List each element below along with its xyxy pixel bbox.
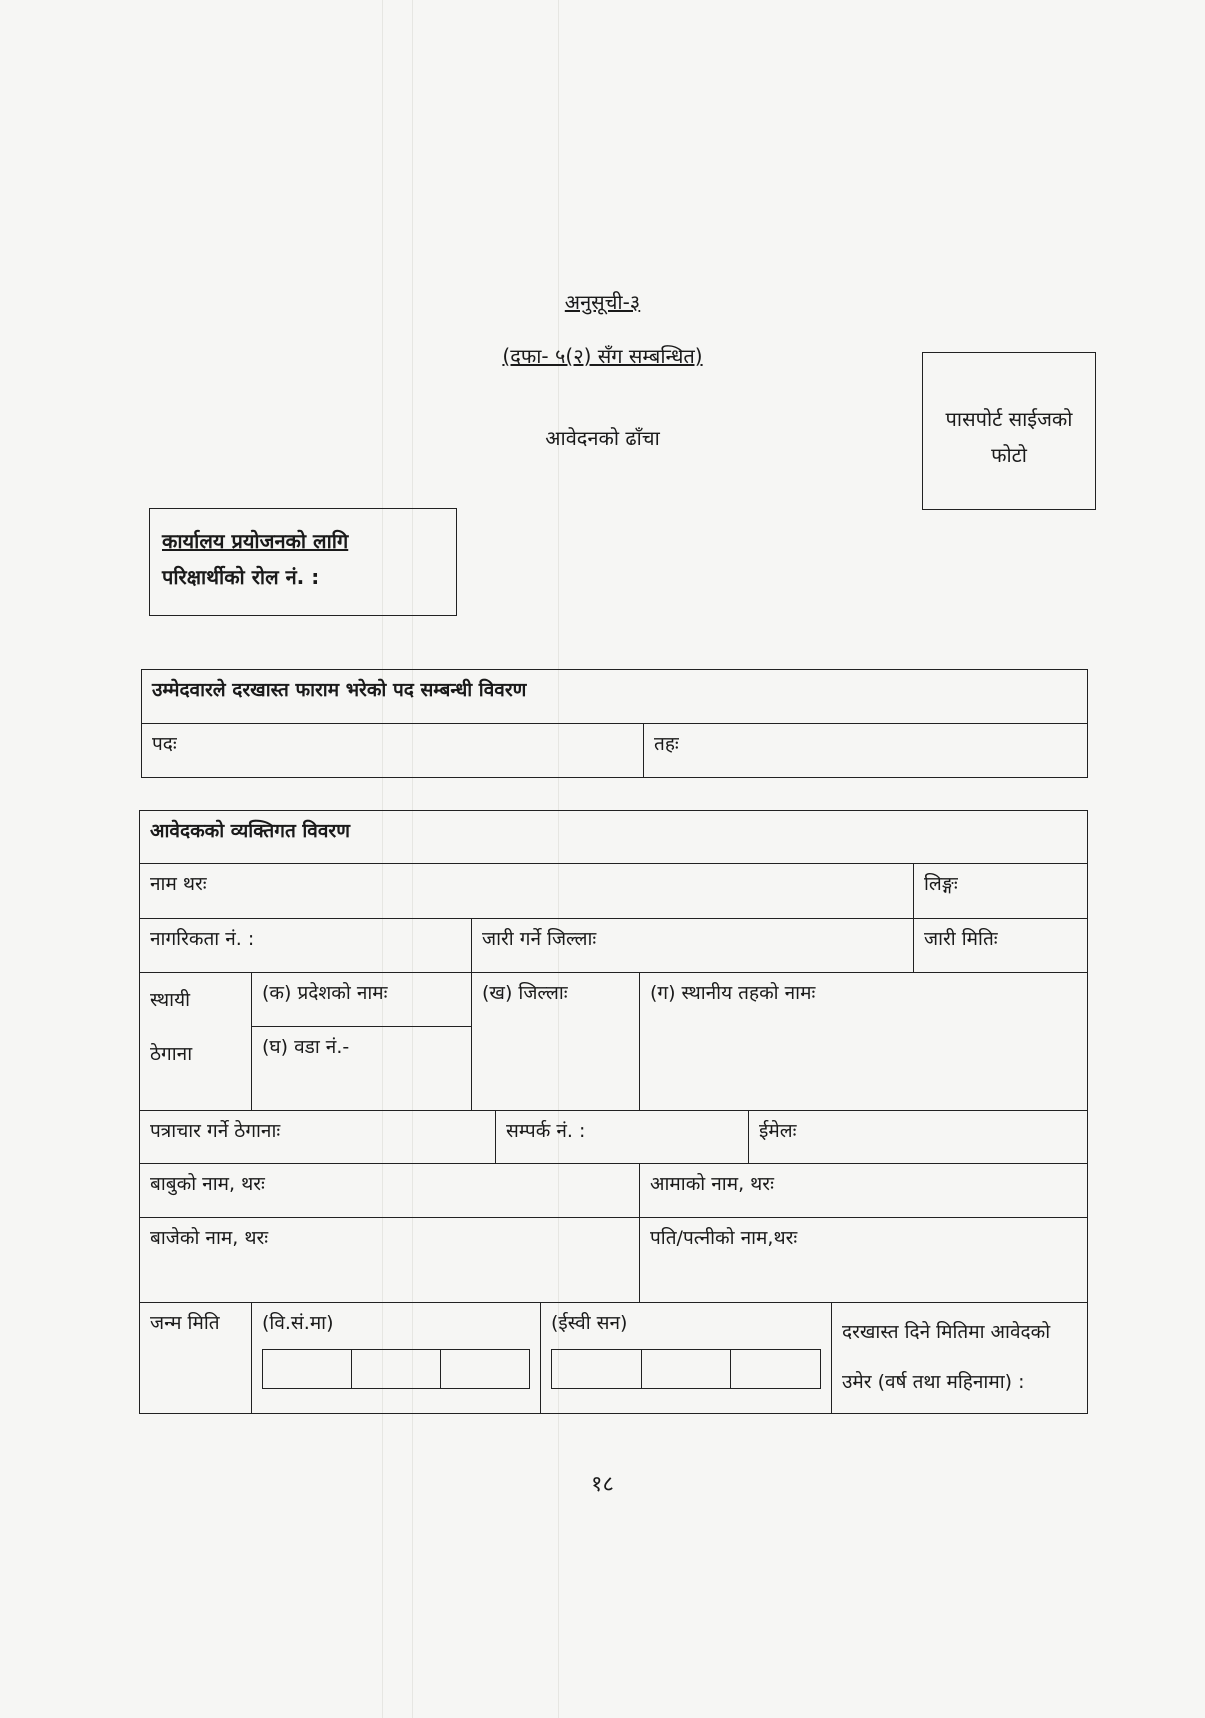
post-label: पदः: [152, 733, 177, 755]
post-field[interactable]: [142, 724, 644, 778]
gender-field[interactable]: [914, 864, 1088, 919]
ward-number-label: (घ) वडा नं.-: [262, 1036, 350, 1058]
local-level-field[interactable]: [640, 973, 1088, 1111]
contact-number-field[interactable]: [496, 1111, 749, 1164]
office-use-heading: कार्यालय प्रयोजनको लागि: [162, 529, 349, 553]
section-reference: (दफा- ५(२) सँग सम्बन्धित): [502, 344, 703, 368]
contact-number-label: सम्पर्क नं. :: [506, 1120, 586, 1142]
grandfather-name-label: बाजेको नाम, थरः: [150, 1227, 269, 1249]
level-label: तहः: [654, 733, 679, 755]
mother-name-label: आमाको नाम, थरः: [650, 1173, 774, 1195]
post-section-heading: उम्मेदवारले दरखास्त फाराम भरेको पद सम्बन्धी विवरण: [142, 670, 1088, 724]
local-level-label: (ग) स्थानीय तहको नामः: [650, 982, 816, 1004]
full-name-label: नाम थरः: [150, 873, 207, 895]
dob-label: जन्म मिति: [150, 1312, 220, 1334]
citizenship-number-label: नागरिकता नं. :: [150, 928, 255, 950]
dob-ad-box[interactable]: [552, 1350, 642, 1388]
post-details-table: [141, 669, 1088, 778]
correspondence-address-field[interactable]: [140, 1111, 496, 1164]
age-label-line1: दरखास्त दिने मितिमा आवेदको: [842, 1321, 1051, 1343]
age-label-line2: उमेर (वर्ष तथा महिनामा) :: [842, 1371, 1025, 1393]
photo-label-line2: फोटो: [991, 443, 1027, 467]
dob-ad-field: [541, 1303, 832, 1414]
page-number: १८: [591, 1472, 614, 1497]
email-label: ईमेलः: [759, 1120, 797, 1142]
permanent-label-line2: ठेगाना: [150, 1043, 193, 1065]
photo-box: [922, 352, 1096, 510]
dob-bs-input-grid: [262, 1349, 530, 1389]
dob-bs-label: (वि.सं.मा): [262, 1312, 334, 1334]
dob-bs-field: [252, 1303, 541, 1414]
dob-ad-box[interactable]: [642, 1350, 732, 1388]
dob-ad-box[interactable]: [731, 1350, 820, 1388]
office-use-box: [149, 508, 457, 616]
mother-name-field[interactable]: [640, 1164, 1088, 1218]
email-field[interactable]: [749, 1111, 1088, 1164]
citizenship-number-field[interactable]: [140, 919, 472, 973]
roll-number-label: परिक्षार्थीको रोल नं. :: [162, 565, 320, 589]
spouse-name-label: पति/पत्नीको नाम,थरः: [650, 1227, 798, 1249]
issue-date-field[interactable]: [914, 919, 1088, 973]
father-name-field[interactable]: [140, 1164, 640, 1218]
father-name-label: बाबुको नाम, थरः: [150, 1173, 265, 1195]
province-label: (क) प्रदेशको नामः: [262, 982, 388, 1004]
district-field[interactable]: [472, 973, 640, 1111]
dob-bs-box[interactable]: [441, 1350, 529, 1388]
correspondence-address-label: पत्राचार गर्ने ठेगानाः: [150, 1120, 281, 1142]
permanent-label-line1: स्थायी: [150, 989, 191, 1011]
full-name-field[interactable]: [140, 864, 914, 919]
issue-date-label: जारी मितिः: [924, 928, 998, 950]
grandfather-name-field[interactable]: [140, 1218, 640, 1303]
dob-ad-label: (ईस्वी सन): [551, 1312, 628, 1334]
schedule-heading: अनुसूची-३: [564, 290, 641, 314]
dob-bs-box[interactable]: [352, 1350, 441, 1388]
photo-label-line1: पासपोर्ट साईजको: [945, 407, 1073, 431]
personal-section-heading: आवेदकको व्यक्तिगत विवरण: [140, 811, 1088, 864]
dob-label-cell: [140, 1303, 252, 1414]
permanent-address-label: [140, 973, 252, 1111]
personal-details-table: [139, 810, 1088, 1414]
province-field[interactable]: [252, 973, 472, 1027]
level-field[interactable]: [644, 724, 1088, 778]
ward-number-field[interactable]: [252, 1027, 472, 1111]
issue-district-label: जारी गर्ने जिल्लाः: [482, 928, 597, 950]
district-label: (ख) जिल्लाः: [482, 982, 568, 1004]
spouse-name-field[interactable]: [640, 1218, 1088, 1303]
dob-ad-input-grid: [551, 1349, 821, 1389]
form-title: आवेदनको ढाँचा: [545, 426, 660, 450]
dob-bs-box[interactable]: [263, 1350, 352, 1388]
issue-district-field[interactable]: [472, 919, 914, 973]
age-field[interactable]: [832, 1303, 1088, 1414]
gender-label: लिङ्गः: [924, 873, 958, 895]
